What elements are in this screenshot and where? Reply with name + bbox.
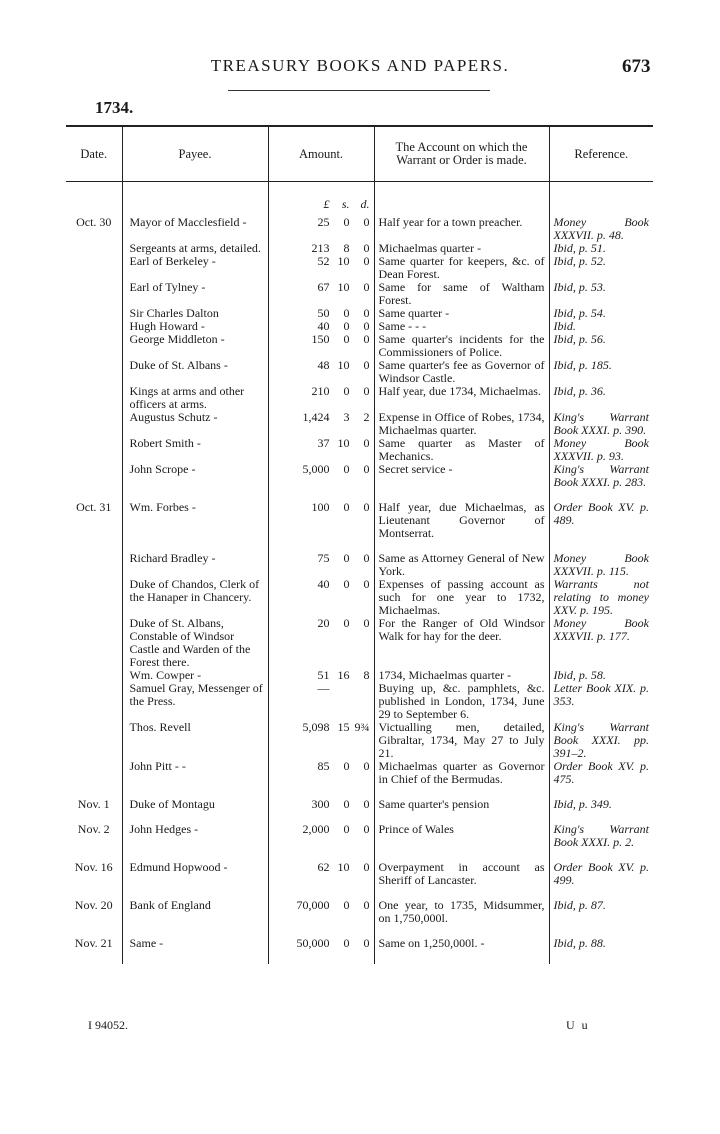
page-number: 673	[622, 56, 651, 77]
account-cell: One year, to 1735, Midsummer, on 1,750,000l.	[374, 887, 549, 925]
amount-pence: 0	[363, 280, 370, 294]
date-cell: Oct. 30	[76, 215, 112, 229]
table-row	[66, 463, 653, 489]
amount-shillings: 0	[343, 616, 350, 630]
date-cell	[66, 385, 122, 411]
amount-shillings: 0	[343, 759, 350, 773]
account-cell: Expenses of passing account as such for one year to 1732, Michaelmas.	[374, 578, 549, 617]
amount-pounds: 40	[317, 577, 330, 591]
amount-pence: 0	[363, 462, 370, 476]
account-cell: Same quarter -	[374, 307, 549, 320]
table-row	[66, 578, 653, 617]
amount-shillings: 0	[343, 332, 350, 346]
reference-cell: Order Book XV. p. 499.	[549, 849, 653, 887]
date-cell	[66, 255, 122, 281]
amount-pence: 0	[363, 241, 370, 255]
amount-pence: 0	[363, 332, 370, 346]
date-cell	[66, 721, 122, 760]
amount-pounds: 75	[317, 551, 330, 565]
amount-pounds: —	[317, 681, 330, 695]
unit-shillings: s.	[341, 197, 350, 211]
reference-cell: Ibid, p. 54.	[549, 307, 653, 320]
payee-cell: Duke of Chandos, Clerk of the Hanaper in Chancery.	[122, 578, 268, 617]
table-row	[66, 887, 653, 925]
payee-cell: Thos. Revell	[122, 721, 268, 760]
reference-cell: King's Warrant Book XXXI. p. 283.	[549, 463, 653, 489]
amount-pounds: 300	[311, 797, 330, 811]
amount-pounds: 20	[317, 616, 330, 630]
header-rule	[228, 90, 490, 91]
amount-shillings: 10	[337, 860, 350, 874]
amount-shillings: 10	[337, 358, 350, 372]
reference-cell: Money Book XXXVII. p. 115.	[549, 540, 653, 578]
column-header-payee: Payee.	[122, 126, 268, 182]
payee-cell: Hugh Howard -	[122, 320, 268, 333]
amount-pence: 0	[363, 254, 370, 268]
reference-cell: Ibid, p. 88.	[549, 925, 653, 950]
amount-shillings: 16	[337, 668, 350, 682]
unit-pounds: £	[323, 197, 330, 211]
payee-cell: John Pitt - -	[122, 760, 268, 786]
date-cell	[66, 411, 122, 437]
reference-cell: Money Book XXXVII. p. 93.	[549, 437, 653, 463]
amount-shillings: 0	[343, 551, 350, 565]
account-cell: Half year for a town preacher.	[374, 216, 549, 242]
table-header-row	[66, 126, 653, 182]
table-row	[66, 786, 653, 811]
table-row	[66, 682, 653, 721]
date-cell: Nov. 21	[74, 936, 113, 950]
amount-pence: 0	[363, 797, 370, 811]
payee-cell: Edmund Hopwood -	[122, 849, 268, 887]
payee-cell: Kings at arms and other officers at arms.	[122, 385, 268, 411]
amount-cell	[268, 255, 374, 281]
table-row	[66, 359, 653, 385]
table-row	[66, 617, 653, 669]
amount-pence: 0	[363, 616, 370, 630]
reference-cell: Ibid, p. 51.	[549, 242, 653, 255]
date-cell	[66, 359, 122, 385]
date-cell: Nov. 16	[74, 860, 113, 874]
payee-cell: Earl of Tylney -	[122, 281, 268, 307]
amount-cell	[268, 682, 374, 721]
table-row	[66, 925, 653, 950]
reference-cell: Ibid.	[549, 320, 653, 333]
reference-cell: Ibid, p. 56.	[549, 333, 653, 359]
payee-cell: George Middleton -	[122, 333, 268, 359]
account-cell: Secret service -	[374, 463, 549, 489]
amount-pence: 0	[363, 822, 370, 836]
date-cell	[66, 307, 122, 320]
amount-pounds: 48	[317, 358, 330, 372]
account-cell: Same quarter's incidents for the Commissioners of Police.	[374, 333, 549, 359]
amount-pence: 8	[363, 668, 370, 682]
reference-cell: Order Book XV. p. 475.	[549, 760, 653, 786]
amount-pounds: 51	[317, 668, 330, 682]
table-row	[66, 811, 653, 849]
units-row	[66, 182, 653, 217]
amount-pence	[350, 682, 370, 695]
amount-pounds: 150	[311, 332, 330, 346]
reference-cell: Ibid, p. 52.	[549, 255, 653, 281]
account-cell: Victualling men, detailed, Gibraltar, 1734, May 27 to July 21.	[374, 721, 549, 760]
table-row	[66, 411, 653, 437]
account-cell: Same quarter for keepers, &c. of Dean Forest.	[374, 255, 549, 281]
date-cell	[66, 682, 122, 721]
column-header-reference: Reference.	[549, 126, 653, 182]
amount-shillings: 10	[337, 436, 350, 450]
payee-cell: Sir Charles Dalton	[122, 307, 268, 320]
amount-shillings: 0	[343, 822, 350, 836]
payee-cell: Mayor of Macclesfield -	[122, 216, 268, 242]
amount-cell	[268, 385, 374, 411]
date-cell: Nov. 20	[74, 898, 113, 912]
unit-pence: d.	[360, 197, 370, 211]
account-cell: Michaelmas quarter as Governor in Chief of the Bermudas.	[374, 760, 549, 786]
table-end-row	[66, 950, 653, 964]
amount-cell	[268, 540, 374, 578]
date-cell	[66, 617, 122, 669]
reference-cell: Ibid, p. 185.	[549, 359, 653, 385]
amount-cell	[268, 489, 374, 540]
account-cell: For the Ranger of Old Windsor Walk for hay for the deer.	[374, 617, 549, 669]
table-row	[66, 385, 653, 411]
amount-pence: 0	[363, 577, 370, 591]
amount-pounds: 50	[317, 306, 330, 320]
amount-pence: 2	[363, 410, 370, 424]
amount-pounds: 40	[317, 319, 330, 333]
account-cell: Same as Attorney General of New York.	[374, 540, 549, 578]
account-cell: Michaelmas quarter -	[374, 242, 549, 255]
date-cell	[66, 540, 122, 578]
amount-pounds: 37	[317, 436, 330, 450]
account-cell: Prince of Wales	[374, 811, 549, 849]
table-row	[66, 721, 653, 760]
account-cell: Same on 1,250,000l. -	[374, 925, 549, 950]
date-cell: Nov. 2	[77, 822, 110, 836]
amount-pence: 0	[363, 898, 370, 912]
amount-pence: 0	[363, 384, 370, 398]
amount-cell	[268, 925, 374, 950]
account-cell: Same - - -	[374, 320, 549, 333]
amount-cell	[268, 887, 374, 925]
amount-pounds: 85	[317, 759, 330, 773]
payee-cell: Wm. Forbes -	[122, 489, 268, 540]
running-title: TREASURY BOOKS AND PAPERS.	[210, 56, 510, 75]
column-header-amount: Amount.	[268, 126, 374, 182]
amount-cell	[268, 281, 374, 307]
reference-cell: King's Warrant Book XXXI. pp. 391–2.	[549, 721, 653, 760]
amount-pence: 0	[363, 500, 370, 514]
reference-cell: King's Warrant Book XXXI. p. 2.	[549, 811, 653, 849]
amount-pounds: 1,424	[302, 410, 330, 424]
table-row	[66, 540, 653, 578]
table-row	[66, 849, 653, 887]
amount-pounds: 210	[311, 384, 330, 398]
amount-pence: 0	[363, 306, 370, 320]
table-row	[66, 216, 653, 242]
amount-cell	[268, 578, 374, 617]
table-row	[66, 437, 653, 463]
date-cell	[66, 669, 122, 682]
ledger-body	[66, 182, 653, 965]
amount-pounds: 67	[317, 280, 330, 294]
amount-pounds: 5,098	[302, 720, 330, 734]
amount-shillings: 0	[343, 797, 350, 811]
column-header-account: The Account on which the Warrant or Order is made.	[374, 126, 549, 182]
account-cell: Buying up, &c. pamphlets, &c. published in London, 1734, June 29 to September 6.	[374, 682, 549, 721]
date-cell	[66, 437, 122, 463]
amount-shillings: 10	[337, 280, 350, 294]
amount-cell	[268, 849, 374, 887]
date-cell	[66, 242, 122, 255]
amount-pence: 0	[363, 319, 370, 333]
amount-pounds: 25	[317, 215, 330, 229]
payee-cell: John Scrope -	[122, 463, 268, 489]
amount-shillings: 0	[343, 577, 350, 591]
date-cell	[66, 333, 122, 359]
amount-shillings: 15	[337, 720, 350, 734]
amount-shillings: 0	[343, 306, 350, 320]
account-cell: Same quarter's fee as Governor of Windsor Castle.	[374, 359, 549, 385]
table-row	[66, 255, 653, 281]
payee-cell: Same -	[122, 925, 268, 950]
reference-cell: Money Book XXXVII. p. 177.	[549, 617, 653, 669]
amount-shillings: 0	[343, 215, 350, 229]
amount-pounds: 100	[311, 500, 330, 514]
reference-cell: Ibid, p. 87.	[549, 887, 653, 925]
account-cell: Overpayment in account as Sheriff of Lancaster.	[374, 849, 549, 887]
amount-pounds: 5,000	[302, 462, 330, 476]
account-cell: Half year, due 1734, Michaelmas.	[374, 385, 549, 411]
amount-pence: 0	[363, 436, 370, 450]
account-cell: Half year, due Michaelmas, as Lieutenant Governor of Montserrat.	[374, 489, 549, 540]
reference-cell: King's Warrant Book XXXI. p. 390.	[549, 411, 653, 437]
date-cell	[66, 760, 122, 786]
payee-cell: John Hedges -	[122, 811, 268, 849]
amount-pounds: 213	[311, 241, 330, 255]
reference-cell: Ibid, p. 53.	[549, 281, 653, 307]
amount-pence: 0	[363, 215, 370, 229]
amount-cell	[268, 760, 374, 786]
amount-pence: 0	[363, 551, 370, 565]
signature-mark: I 94052.	[88, 1018, 128, 1032]
account-cell: Expense in Office of Robes, 1734, Michaelmas quarter.	[374, 411, 549, 437]
payee-cell: Sergeants at arms, detailed.	[122, 242, 268, 255]
payee-cell: Robert Smith -	[122, 437, 268, 463]
payee-cell: Bank of England	[122, 887, 268, 925]
reference-cell: Ibid, p. 58.	[549, 669, 653, 682]
amount-shillings: 0	[343, 936, 350, 950]
table-row	[66, 489, 653, 540]
date-cell: Oct. 31	[76, 500, 112, 514]
amount-shillings: 0	[343, 462, 350, 476]
gathering-mark: U u	[566, 1018, 590, 1032]
reference-cell: Ibid, p. 349.	[549, 786, 653, 811]
year-heading: 1734.	[95, 98, 134, 117]
column-header-date: Date.	[66, 126, 122, 182]
payee-cell: Wm. Cowper -	[122, 669, 268, 682]
table-row	[66, 760, 653, 786]
amount-cell	[268, 811, 374, 849]
amount-cell	[268, 333, 374, 359]
payee-cell: Duke of St. Albans -	[122, 359, 268, 385]
payee-cell: Duke of St. Albans, Constable of Windsor Castle and Warden of the Forest there.	[122, 617, 268, 669]
reference-cell: Money Book XXXVII. p. 48.	[549, 216, 653, 242]
reference-cell: Ibid, p. 36.	[549, 385, 653, 411]
amount-pence: 0	[363, 358, 370, 372]
amount-pounds: 50,000	[296, 936, 330, 950]
payee-cell: Augustus Schutz -	[122, 411, 268, 437]
reference-cell: Warrants not relating to money XXV. p. 195.	[549, 578, 653, 617]
account-cell: Same quarter as Master of Mechanics.	[374, 437, 549, 463]
amount-shillings	[330, 682, 350, 695]
account-cell: Same quarter's pension	[374, 786, 549, 811]
reference-cell: Letter Book XIX. p. 353.	[549, 682, 653, 721]
date-cell	[66, 463, 122, 489]
payee-cell: Earl of Berkeley -	[122, 255, 268, 281]
payee-cell: Samuel Gray, Messenger of the Press.	[122, 682, 268, 721]
amount-cell	[268, 786, 374, 811]
account-cell: Same for same of Waltham Forest.	[374, 281, 549, 307]
amount-pounds: 52	[317, 254, 330, 268]
amount-cell	[268, 721, 374, 760]
amount-cell	[268, 463, 374, 489]
date-cell	[66, 320, 122, 333]
payee-cell: Duke of Montagu	[122, 786, 268, 811]
ledger-table	[66, 125, 653, 964]
amount-cell	[268, 216, 374, 242]
amount-pence: 0	[363, 936, 370, 950]
reference-cell: Order Book XV. p. 489.	[549, 489, 653, 540]
account-cell: 1734, Michaelmas quarter -	[374, 669, 549, 682]
amount-shillings: 3	[343, 410, 350, 424]
amount-shillings: 0	[343, 500, 350, 514]
amount-shillings: 8	[343, 241, 350, 255]
date-cell: Nov. 1	[77, 797, 110, 811]
date-cell	[66, 281, 122, 307]
table-row	[66, 333, 653, 359]
amount-pence: 9¾	[354, 720, 370, 734]
table-row	[66, 281, 653, 307]
amount-shillings: 10	[337, 254, 350, 268]
amount-shillings: 0	[343, 384, 350, 398]
amount-pounds: 2,000	[302, 822, 330, 836]
amount-cell	[268, 437, 374, 463]
amount-shillings: 0	[343, 898, 350, 912]
amount-cell	[268, 617, 374, 669]
ledger-table-wrapper	[66, 125, 653, 964]
amount-cell	[268, 411, 374, 437]
amount-cell	[268, 359, 374, 385]
amount-shillings: 0	[343, 319, 350, 333]
amount-pounds: 70,000	[296, 898, 330, 912]
date-cell	[66, 578, 122, 617]
amount-pence: 0	[363, 860, 370, 874]
amount-pounds: 62	[317, 860, 330, 874]
payee-cell: Richard Bradley -	[122, 540, 268, 578]
amount-pence: 0	[363, 759, 370, 773]
